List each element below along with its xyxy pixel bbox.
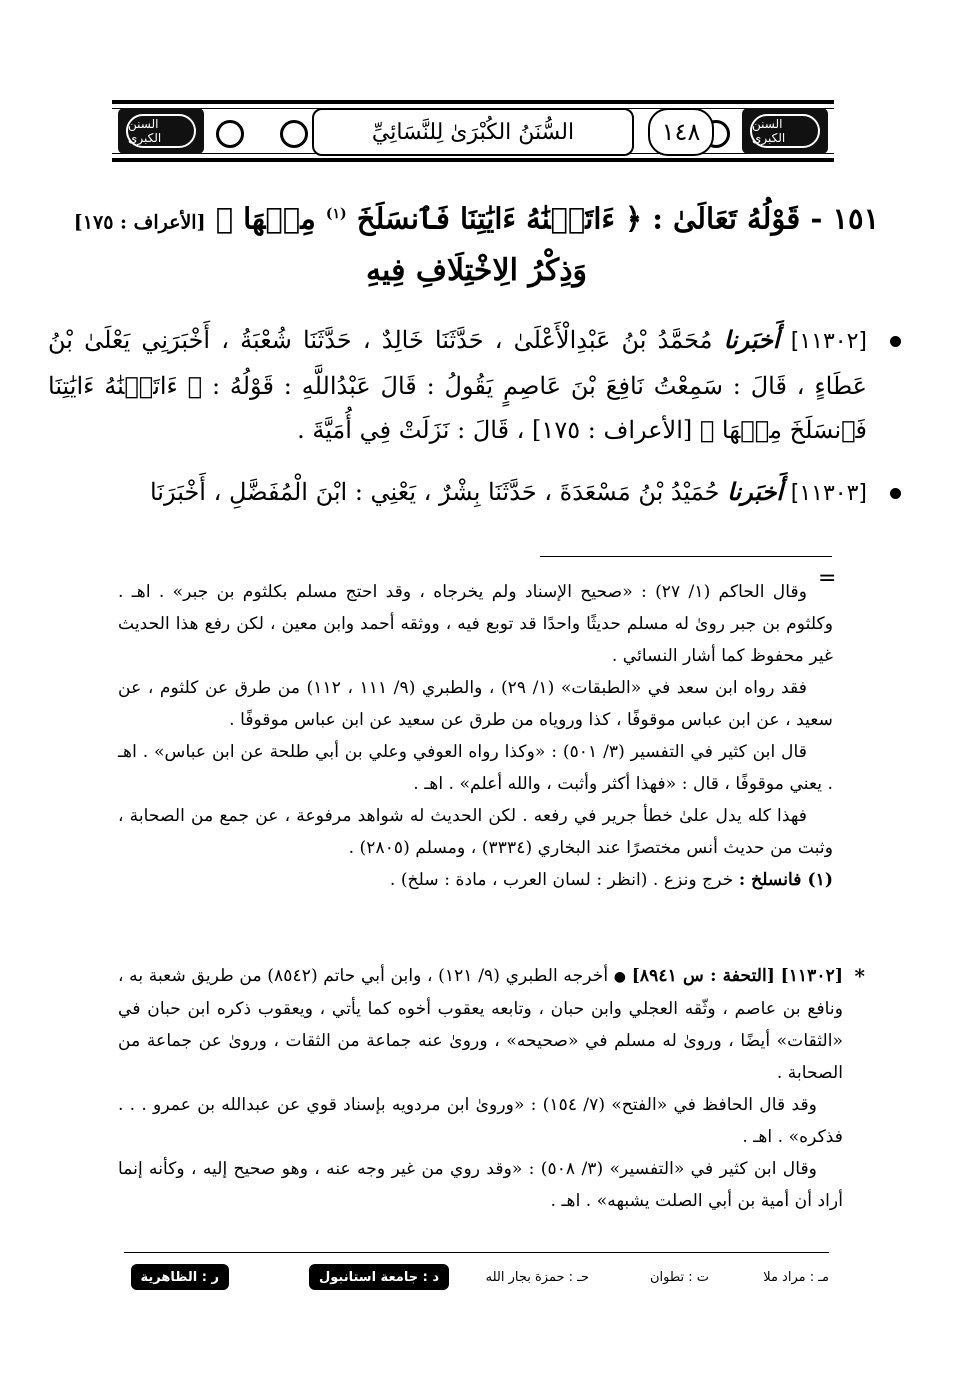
footnote-ref: (١) — [325, 206, 347, 222]
verse-reference: [الأعراف : ١٧٥] — [73, 211, 206, 234]
manuscript-h: حـ : حمزة بجار الله — [485, 1270, 589, 1285]
knot-ornament-icon — [216, 120, 244, 148]
footnote-paragraph: فقد رواه ابن سعد في «الطبقات» (١/ ٢٩) ، والطبري (٩/ ١١١ ، ١١٢) من طرق عن كلثوم ، عن سعيد ، عن ابن عباس موقوفًا ، كذا وروياه من طرق عن سعيد عن ابن عباس موقوفًا . — [118, 678, 833, 730]
takhrij-text: أخرجه الطبري (٩/ ١٢١) ، وابن أبي حاتم (٨٥٤٢) من طريق شعبة به ، ونافع بن عاصم ، وثّقه العجلي وابن حبان ، وتابعه يعقوب أخوه كما يأتي ، ويعقوب ذكره ابن حبان في «الثقات» أيضًا ، وروىٰ له مسلم في «صحيحه» ، وروىٰ عنه جماعة من الثقات ، وروىٰ عن جماعة من الصحابة . — [118, 966, 843, 1083]
tuhfa-ref: [التحفة : س ٨٩٤١] — [631, 966, 775, 986]
footnote-1 — [118, 864, 833, 896]
asterisk-icon: * — [854, 964, 865, 988]
hadith-text: مُحَمَّدُ بْنُ عَبْدِالْأَعْلَىٰ ، حَدَّثَنَا خَالِدٌ ، حَدَّثَنَا شُعْبَةُ ، أَخْبَرَنِي يَعْلَىٰ بْنُ عَطَاءٍ ، قَالَ : سَمِعْتُ نَافِعَ بْنَ عَاصِمٍ يَقُولُ : قَالَ عَبْدُاللَّهِ : قَوْلُهُ : ﴿ ءَاتَيۡنَٰهُ ءَايَٰتِنَا فَٱنسَلَخَ مِنۡهَا ﴾ [الأعراف : ١٧٥] ، قَالَ : نَزَلَتْ فِي أُمَيَّةَ . — [48, 326, 867, 444]
takhrij-paragraph: وقد قال الحافظ في «الفتح» (٧/ ١٥٤) : «وروىٰ ابن مردويه بإسناد قوي عن عبدالله بن عمرو . . . فذكره» . اهـ . — [118, 1095, 843, 1147]
takhrij-number: [١١٣٠٢] — [780, 966, 844, 986]
manuscripts-footer — [124, 1264, 829, 1294]
verse-end: مِنۡهَا ﴾ — [215, 201, 316, 236]
page-number: ١٤٨ — [648, 108, 714, 156]
akhbarana-label: أَخبَرنا — [727, 477, 784, 506]
hadith-number: [١١٣٠٣] — [790, 481, 867, 506]
logo-ornament-right — [742, 108, 828, 154]
chapter-title-line — [60, 190, 893, 247]
bullet-icon — [890, 488, 901, 499]
book-title: السُّنَنُ الكُبْرَىٰ لِلنَّسَائِيِّ — [312, 108, 634, 156]
footnotes-continued — [118, 576, 833, 896]
bullet-icon: ● — [613, 969, 627, 985]
hadith-text: حُمَيْدُ بْنُ مَسْعَدَةَ ، حَدَّثَنَا بِشْرٌ ، يَعْنِي : ابْنَ الْمُفَضَّلِ ، أَخْبَرَنَا — [149, 478, 720, 506]
hadith-entry — [48, 318, 905, 452]
running-header — [112, 100, 834, 162]
takhrij-head — [118, 960, 843, 1089]
logo-seal: السنن الكبرى — [126, 114, 196, 148]
akhbarana-label: أَخبَرنا — [723, 325, 780, 354]
chapter-heading — [60, 190, 893, 295]
footnote-1-text: خرج ونزع . (انظر : لسان العرب ، مادة : سلخ) . — [389, 870, 734, 890]
bullet-icon — [890, 336, 901, 347]
chapter-subtitle: وَذِكْرُ الِاخْتِلَافِ فِيهِ — [365, 252, 588, 288]
footer-separator — [124, 1252, 829, 1253]
footnote-paragraph: قال ابن كثير في التفسير (٣/ ٥٠١) : «وكذا رواه العوفي وعلي بن أبي طلحة عن ابن عباس» . اهـ . يعني موقوفًا ، قال : «فهذا أكثر وأثبت ، والله أعلم» . اهـ . — [118, 742, 833, 794]
manuscript-m: مـ : مراد ملا — [763, 1270, 829, 1285]
footnote-separator — [540, 556, 832, 557]
chapter-number-title: ١٥١ - قَوْلُهُ تَعَالَىٰ : ﴿ ءَاتَيۡنَٰهُ ءَايَٰتِنَا فَٱنسَلَخَ — [356, 201, 880, 236]
hadith-entry — [48, 470, 905, 516]
knot-ornament-icon — [280, 120, 308, 148]
continuation-mark: = — [818, 566, 837, 591]
footnote-paragraph: فهذا كله يدل علىٰ خطأ جرير في رفعه . لكن الحديث له شواهد مرفوعة ، عن جمع من الصحابة ، وثبت من حديث أنس مختصرًا عند البخاري (٣٣٣٤) ، ومسلم (٢٨٠٥) . — [118, 806, 833, 858]
manuscript-d-badge: د : جامعة استانبول — [309, 1264, 449, 1290]
footnote-1-label: (١) فانسلخ : — [738, 870, 833, 890]
takhrij-notes — [118, 960, 865, 1217]
footnote-paragraph: وقال الحاكم (١/ ٢٧) : «صحيح الإسناد ولم يخرجاه ، وقد احتج مسلم بكلثوم بن جبر» . اهـ . وكلثوم بن جبر روىٰ له مسلم حديثًا واحدًا قد توبع فيه ، ووثقه أحمد وابن معين ، لكن رفع هذا الحديث غير محفوظ كما أشار النسائي . — [118, 582, 833, 666]
manuscript-t: ت : تطوان — [649, 1270, 709, 1285]
takhrij-paragraph: وقال ابن كثير في «التفسير» (٣/ ٥٠٨) : «وقد روي من غير وجه عنه ، وهو صحيح إليه ، وكأنه إنما أراد أن أمية بن أبي الصلت يشبهه» . اهـ . — [118, 1159, 843, 1211]
logo-ornament-left — [118, 108, 204, 154]
manuscript-r-badge: ر : الظاهرية — [131, 1264, 229, 1290]
hadith-number: [١١٣٠٢] — [790, 329, 867, 354]
logo-seal: السنن الكبرى — [750, 114, 820, 148]
main-text — [48, 318, 905, 534]
